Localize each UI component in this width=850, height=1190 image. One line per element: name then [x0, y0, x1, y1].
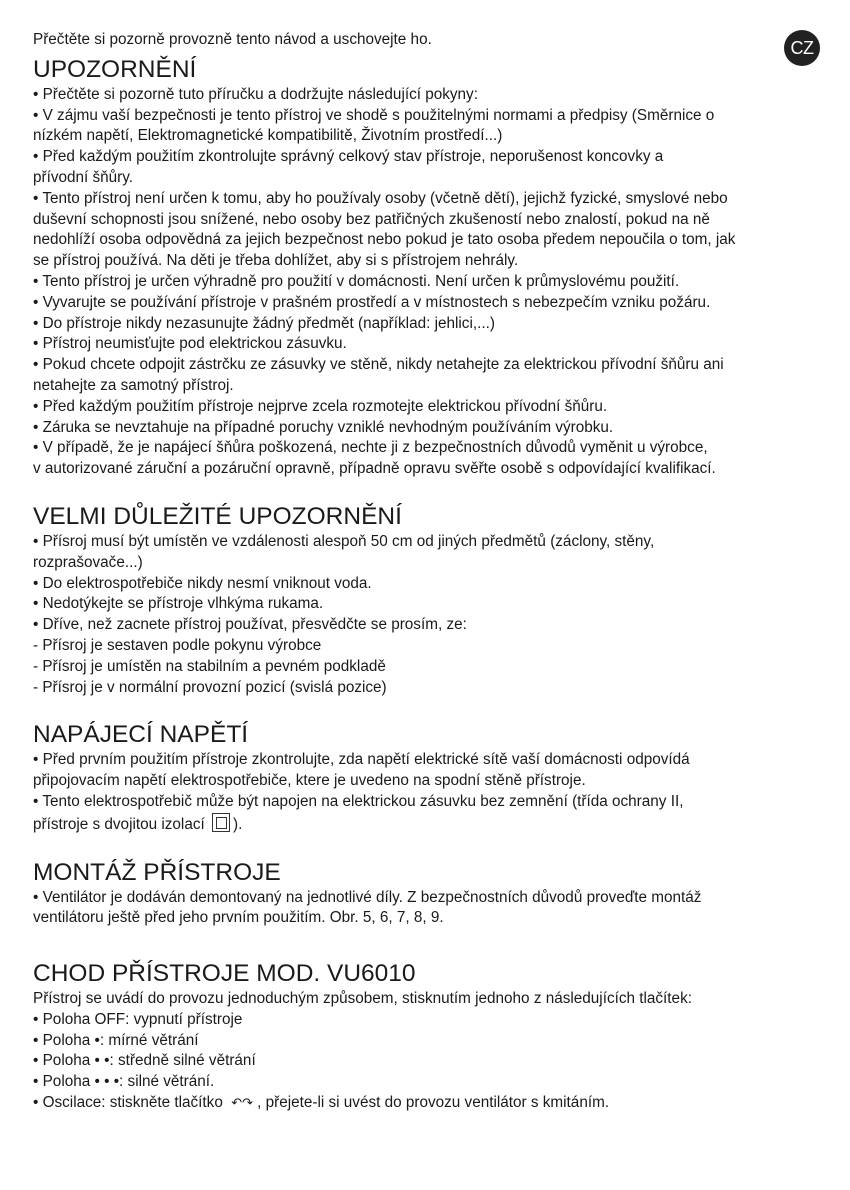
text-line: • Tento přístroj není určen k tomu, aby ho používaly osoby (včetně dětí), jejichž fyzické, smyslové nebo [33, 189, 728, 207]
text-line: • Poloha OFF: vypnutí přístroje [33, 1010, 243, 1028]
text-line: netahejte za samotný přístroj. [33, 376, 234, 394]
text-line: se přístroj používá. Na děti je třeba dohlížet, aby si s přístrojem nehrály. [33, 252, 519, 270]
double-insulation-icon [212, 813, 230, 832]
section-operation [33, 959, 823, 1114]
intro-text: Přečtěte si pozorně provozně tento návod a uschovejte ho. [33, 31, 432, 48]
text-fragment: přístroje s dvojitou izolací [33, 815, 205, 833]
manual-page [33, 30, 823, 1136]
section-supply-voltage [33, 720, 823, 835]
text-line: • Do elektrospotřebiče nikdy nesmí vniknout voda. [33, 574, 372, 592]
text-line: • Ventilátor je dodáván demontovaný na jednotlivé díly. Z bezpečnostních důvodů proveďte montáž [33, 888, 702, 906]
text-line: • Tento elektrospotřebič může být napojen na elektrickou zásuvku bez zemnění (třída ochrany II, [33, 792, 684, 810]
text-line: nízkém napětí, Elektromagnetické kompatibilitě, Životním prostředí...) [33, 127, 503, 145]
section-title: MONTÁŽ PŘÍSTROJE [33, 858, 281, 886]
text-line [33, 1093, 823, 1114]
text-line: • Před každým použitím zkontrolujte správný celkový stav přístroje, neporušenost koncovky a [33, 148, 664, 166]
text-line: • V zájmu vaší bezpečnosti je tento přístroj ve shodě s použitelnými normami a předpisy (Směrnice o [33, 106, 715, 124]
text-line: • Pokud chcete odpojit zástrčku ze zásuvky ve stěně, nikdy netahejte za elektrickou přívodní šňůru ani [33, 356, 724, 374]
text-line: - Přísroj je umístěn na stabilním a pevném podkladě [33, 657, 386, 675]
text-line: nedohlíží osoba odpovědná za jejich bezpečnost nebo pokud je tato osoba předem nepoučila o tom, jak [33, 231, 736, 249]
text-line: rozprašovače...) [33, 553, 143, 571]
text-line: • Poloha • • •: silné větrání. [33, 1073, 215, 1091]
text-line: připojovacím napětí elektrospotřebiče, ktere je uvedeno na spodní stěně přístroje. [33, 772, 586, 790]
text-line: - Přísroj je v normální provozní pozicí (svislá pozice) [33, 678, 387, 696]
text-line: • Přístroj neumisťujte pod elektrickou zásuvku. [33, 335, 347, 353]
text-line: • Dříve, než zacnete přístroj používat, přesvědčte se prosím, ze: [33, 616, 467, 634]
text-line [33, 813, 823, 836]
text-line: - Přísroj je sestaven podle pokynu výrobce [33, 636, 322, 654]
language-badge: CZ [784, 30, 820, 66]
section-important-warnings [33, 502, 823, 698]
text-line: • V případě, že je napájecí šňůra poškozená, nechte ji z bezpečnostních důvodů vyměnit u výrobce, [33, 439, 708, 457]
text-line: • Před každým použitím přístroje nejprve zcela rozmotejte elektrickou přívodní šňůru. [33, 397, 608, 415]
section-title: UPOZORNĚNÍ [33, 55, 197, 83]
text-line: • Záruka se nevztahuje na případné poruchy vzniklé nevhodným používáním výrobku. [33, 418, 614, 436]
text-line: v autorizované záruční a pozáruční opravně, případně opravu svěřte osobě s odpovídající kvalifikací. [33, 460, 716, 478]
text-line: • Přečtěte si pozorně tuto příručku a dodržujte následující pokyny: [33, 85, 478, 103]
text-line: • Přísroj musí být umístěn ve vzdálenosti alespoň 50 cm od jiných předmětů (záclony, stěny, [33, 532, 655, 550]
text-line: • Nedotýkejte se přístroje vlhkýma rukama. [33, 595, 324, 613]
text-line: Přístroj se uvádí do provozu jednoduchým způsobem, stisknutím jednoho z následujících tlačítek: [33, 990, 692, 1008]
section-assembly [33, 858, 823, 930]
text-line: • Poloha •: mírné větrání [33, 1031, 199, 1049]
oscillation-icon: ↶↷ [231, 1095, 253, 1111]
section-title: NAPÁJECÍ NAPĚTÍ [33, 721, 249, 749]
text-fragment: , přejete-li si uvést do provozu ventilátor s kmitáním. [257, 1094, 610, 1112]
text-fragment: • Oscilace: stiskněte tlačítko [33, 1094, 223, 1112]
section-title: CHOD PŘÍSTROJE MOD. VU6010 [33, 960, 416, 988]
text-line: duševní schopnosti jsou snížené, nebo osoby bez patřičných zkušeností nebo znalostí, pokud na ně [33, 210, 710, 228]
text-line: • Poloha • •: středně silné větrání [33, 1052, 256, 1070]
text-line: • Tento přístroj je určen výhradně pro použití v domácnosti. Není určen k průmyslovému použití. [33, 272, 680, 290]
text-line: přívodní šňůry. [33, 168, 134, 186]
text-line: ventilátoru ještě před jeho prvním použitím. Obr. 5, 6, 7, 8, 9. [33, 909, 444, 927]
section-title: VELMI DŮLEŽITÉ UPOZORNĚNÍ [33, 502, 402, 530]
text-line: • Před prvním použitím přístroje zkontrolujte, zda napětí elektrické sítě vaší domácnosti odpovídá [33, 751, 690, 769]
text-line: • Do přístroje nikdy nezasunujte žádný předmět (například: jehlici,...) [33, 314, 495, 332]
text-line: • Vyvarujte se používání přístroje v prašném prostředí a v místnostech s nebezpečím vzniku požáru. [33, 293, 711, 311]
section-warnings [33, 55, 823, 480]
text-fragment: ). [233, 815, 243, 833]
